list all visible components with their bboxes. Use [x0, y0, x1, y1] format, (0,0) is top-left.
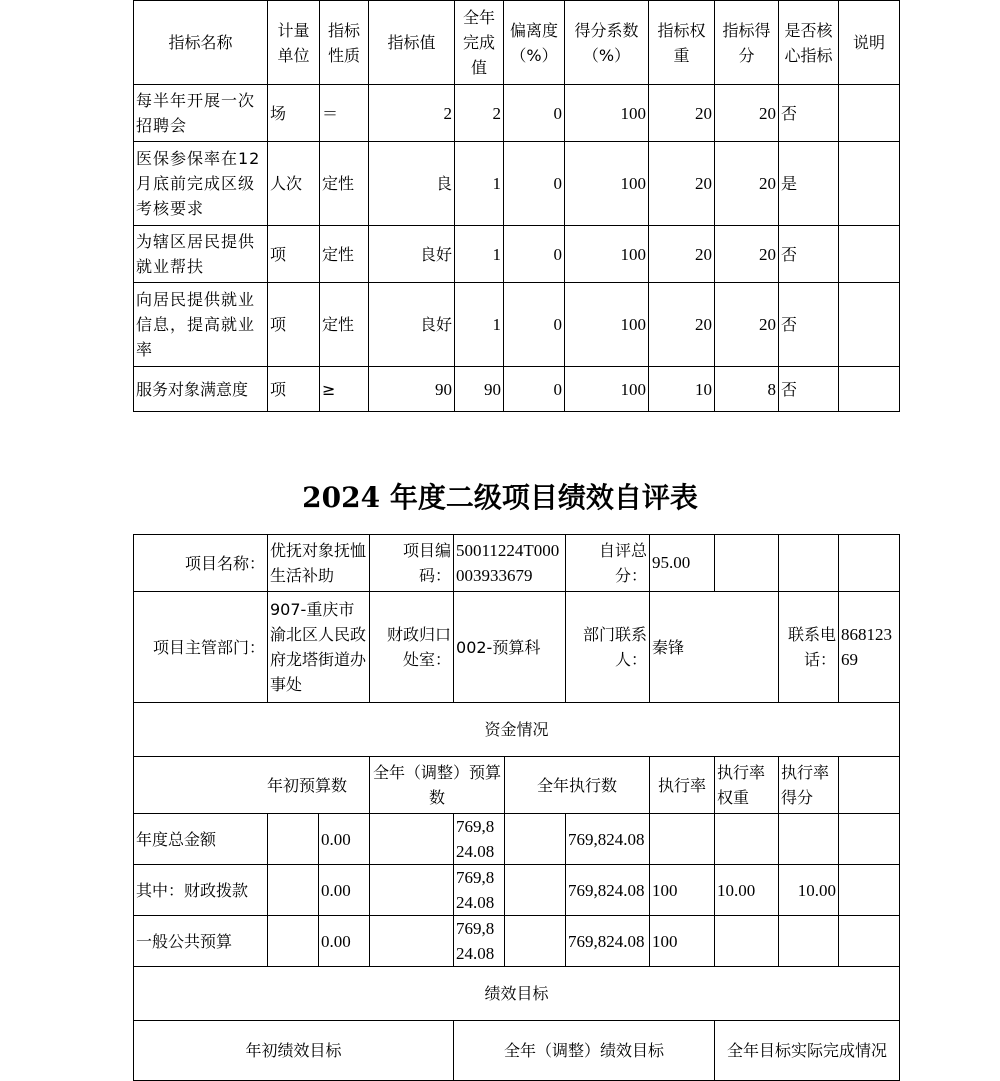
weight-cell: 20 — [649, 85, 715, 142]
done-cell: 2 — [455, 85, 504, 142]
table-row — [134, 283, 900, 367]
empty-cell — [268, 916, 319, 967]
goals-header-actual: 全年目标实际完成情况 — [715, 1021, 900, 1081]
goals-section-title: 绩效目标 — [134, 967, 900, 1021]
empty-cell — [370, 916, 454, 967]
deviation-cell: 0 — [504, 142, 565, 226]
deviation-cell: 0 — [504, 283, 565, 367]
deviation-cell: 0 — [504, 367, 565, 412]
score-cell: 20 — [715, 142, 779, 226]
header-cell: 指标名称 — [134, 1, 268, 85]
funds-header-weight: 执行率权重 — [715, 757, 779, 814]
header-cell: 指标性质 — [320, 1, 369, 85]
funds-weight — [715, 814, 779, 865]
note-cell — [839, 85, 900, 142]
funds-header-row — [134, 757, 900, 814]
funds-initial: 0.00 — [319, 814, 370, 865]
phone-value: 86812369 — [839, 592, 900, 703]
project-code-value: 50011224T000003933679 — [454, 535, 566, 592]
funds-executed: 769,824.08 — [566, 814, 650, 865]
funds-adjusted: 769,824.08 — [454, 916, 505, 967]
project-dept-row — [134, 592, 900, 703]
note-cell — [839, 367, 900, 412]
header-cell: 说明 — [839, 1, 900, 85]
funds-weight — [715, 916, 779, 967]
core-cell: 否 — [779, 226, 839, 283]
empty-cell — [268, 865, 319, 916]
table-row — [134, 85, 900, 142]
note-cell — [839, 226, 900, 283]
funds-score — [779, 814, 839, 865]
nature-cell: ＝ — [320, 85, 369, 142]
empty-cell — [839, 916, 900, 967]
funds-section-row — [134, 703, 900, 757]
coef-cell: 100 — [565, 142, 649, 226]
header-cell: 是否核心指标 — [779, 1, 839, 85]
empty-cell — [268, 814, 319, 865]
project-info-row — [134, 535, 900, 592]
finance-label: 财政归口处室： — [370, 592, 454, 703]
header-cell: 得分系数（%） — [565, 1, 649, 85]
deviation-cell: 0 — [504, 226, 565, 283]
header-cell: 计量单位 — [268, 1, 320, 85]
dept-label: 项目主管部门： — [134, 592, 268, 703]
dept-value: 907-重庆市渝北区人民政府龙塔街道办事处 — [268, 592, 370, 703]
value-cell: 良 — [369, 142, 455, 226]
empty-cell — [370, 865, 454, 916]
note-cell — [839, 142, 900, 226]
core-cell: 否 — [779, 85, 839, 142]
empty-cell — [779, 535, 839, 592]
unit-cell: 项 — [268, 283, 320, 367]
empty-cell — [839, 757, 900, 814]
done-cell: 1 — [455, 226, 504, 283]
self-score-label: 自评总分： — [566, 535, 650, 592]
indicator-name: 医保参保率在12月底前完成区级考核要求 — [134, 142, 268, 226]
funds-row-label: 年度总金额 — [134, 814, 268, 865]
deviation-cell: 0 — [504, 85, 565, 142]
funds-header-executed: 全年执行数 — [505, 757, 650, 814]
unit-cell: 人次 — [268, 142, 320, 226]
done-cell: 1 — [455, 283, 504, 367]
coef-cell: 100 — [565, 283, 649, 367]
table-row — [134, 367, 900, 412]
project-table — [133, 534, 900, 1081]
funds-header-initial: 年初预算数 — [134, 757, 370, 814]
project-name-value: 优抚对象抚恤生活补助 — [268, 535, 370, 592]
self-score-value: 95.00 — [650, 535, 715, 592]
funds-score: 10.00 — [779, 865, 839, 916]
empty-cell — [839, 535, 900, 592]
empty-cell — [505, 916, 566, 967]
header-cell: 全年完成值 — [455, 1, 504, 85]
empty-cell — [839, 814, 900, 865]
header-cell: 指标得分 — [715, 1, 779, 85]
funds-header-rate: 执行率 — [650, 757, 715, 814]
funds-weight: 10.00 — [715, 865, 779, 916]
empty-cell — [505, 865, 566, 916]
funds-header-adjusted: 全年（调整）预算数 — [370, 757, 505, 814]
nature-cell: 定性 — [320, 283, 369, 367]
funds-header-score: 执行率得分 — [779, 757, 839, 814]
indicator-name: 为辖区居民提供就业帮扶 — [134, 226, 268, 283]
table-row — [134, 916, 900, 967]
funds-initial: 0.00 — [319, 916, 370, 967]
coef-cell: 100 — [565, 367, 649, 412]
project-name-label: 项目名称： — [134, 535, 268, 592]
funds-row-label: 一般公共预算 — [134, 916, 268, 967]
header-cell: 偏离度（%） — [504, 1, 565, 85]
score-cell: 20 — [715, 85, 779, 142]
unit-cell: 项 — [268, 226, 320, 283]
indicator-table — [133, 0, 900, 412]
funds-section-title: 资金情况 — [134, 703, 900, 757]
table-row — [134, 142, 900, 226]
core-cell: 否 — [779, 283, 839, 367]
value-cell: 良好 — [369, 283, 455, 367]
funds-rate: 100 — [650, 916, 715, 967]
project-code-label: 项目编码： — [370, 535, 454, 592]
nature-cell: ≥ — [320, 367, 369, 412]
funds-adjusted: 769,824.08 — [454, 865, 505, 916]
coef-cell: 100 — [565, 226, 649, 283]
funds-rate: 100 — [650, 865, 715, 916]
coef-cell: 100 — [565, 85, 649, 142]
value-cell: 90 — [369, 367, 455, 412]
funds-score — [779, 916, 839, 967]
funds-adjusted: 769,824.08 — [454, 814, 505, 865]
done-cell: 1 — [455, 142, 504, 226]
header-cell: 指标权重 — [649, 1, 715, 85]
note-cell — [839, 283, 900, 367]
indicator-name: 每半年开展一次招聘会 — [134, 85, 268, 142]
nature-cell: 定性 — [320, 142, 369, 226]
funds-row-label: 其中：财政拨款 — [134, 865, 268, 916]
unit-cell: 项 — [268, 367, 320, 412]
contact-value: 秦锋 — [650, 592, 779, 703]
core-cell: 是 — [779, 142, 839, 226]
done-cell: 90 — [455, 367, 504, 412]
empty-cell — [715, 535, 779, 592]
goals-header-row — [134, 1021, 900, 1081]
weight-cell: 10 — [649, 367, 715, 412]
weight-cell: 20 — [649, 142, 715, 226]
header-cell: 指标值 — [369, 1, 455, 85]
indicator-name: 服务对象满意度 — [134, 367, 268, 412]
page-title: 2024 年度二级项目绩效自评表 — [302, 481, 698, 514]
funds-initial: 0.00 — [319, 865, 370, 916]
score-cell: 20 — [715, 226, 779, 283]
goals-header-initial: 年初绩效目标 — [134, 1021, 454, 1081]
value-cell: 2 — [369, 85, 455, 142]
goals-header-adjusted: 全年（调整）绩效目标 — [454, 1021, 715, 1081]
phone-label: 联系电话： — [779, 592, 839, 703]
contact-label: 部门联系人： — [566, 592, 650, 703]
weight-cell: 20 — [649, 283, 715, 367]
nature-cell: 定性 — [320, 226, 369, 283]
empty-cell — [370, 814, 454, 865]
empty-cell — [839, 865, 900, 916]
indicator-name: 向居民提供就业信息，提高就业率 — [134, 283, 268, 367]
funds-executed: 769,824.08 — [566, 865, 650, 916]
core-cell: 否 — [779, 367, 839, 412]
table-row — [134, 226, 900, 283]
value-cell: 良好 — [369, 226, 455, 283]
table-row — [134, 865, 900, 916]
indicator-header-row — [134, 1, 900, 85]
table-row — [134, 814, 900, 865]
score-cell: 20 — [715, 283, 779, 367]
score-cell: 8 — [715, 367, 779, 412]
funds-executed: 769,824.08 — [566, 916, 650, 967]
goals-section-row — [134, 967, 900, 1021]
empty-cell — [505, 814, 566, 865]
finance-value: 002-预算科 — [454, 592, 566, 703]
unit-cell: 场 — [268, 85, 320, 142]
weight-cell: 20 — [649, 226, 715, 283]
funds-rate — [650, 814, 715, 865]
